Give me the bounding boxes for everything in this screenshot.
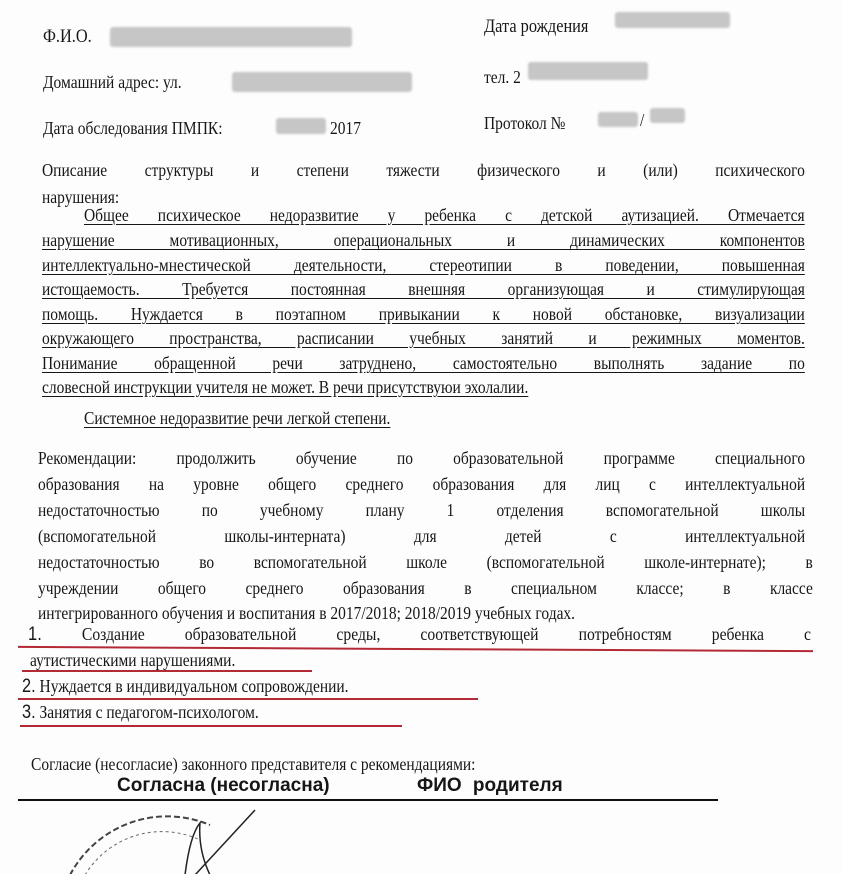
recommendation-line: недостаточностью во вспомогательной школе (вспомогательной школе-интернате); в xyxy=(38,552,813,572)
item-number: 2. xyxy=(22,676,36,697)
recommendation-line: интегрированного обучения и воспитания в 2017/2018; 2018/2019 учебных годах. xyxy=(38,603,576,623)
protocol-separator: / xyxy=(640,110,645,130)
description-line: истощаемость. Требуется постоянная внешняя организующая и стимулирующая xyxy=(42,279,805,299)
fio-redacted xyxy=(110,27,352,47)
address-redacted xyxy=(232,72,412,92)
protocol-redacted-1 xyxy=(598,112,638,127)
phone-redacted xyxy=(528,62,648,80)
consent-label: Согласие (несогласие) законного представителя с рекомендациями: xyxy=(31,754,476,774)
description-line: окружающего пространства, расписании учебных занятий и режимных моментов. xyxy=(42,328,805,348)
description-title-cont: нарушения: xyxy=(42,187,120,207)
recommendation-item-2 xyxy=(22,676,349,698)
recommendation-line: Рекомендации: продолжить обучение по образовательной программе специального xyxy=(38,448,806,468)
item-text: Занятия с педагогом-психологом. xyxy=(39,702,259,722)
parent-name-label: ФИО родителя xyxy=(417,775,563,796)
recommendation-item-3 xyxy=(22,702,259,724)
item-number: 3. xyxy=(22,702,36,723)
description-line: словесной инструкции учителя не может. В речи присутствуюи эхолалии. xyxy=(42,377,529,397)
phone-label: тел. 2 xyxy=(484,67,521,87)
item-text: Создание образовательной среды, соответствующей потребностям ребенка с xyxy=(81,624,811,644)
signature-line xyxy=(18,799,718,801)
item-text: Нуждается в индивидуальном сопровождении. xyxy=(39,676,349,696)
description-line: Понимание обращенной речи затруднено, самостоятельно выполнять задание по xyxy=(42,353,805,373)
protocol-label: Протокол № xyxy=(484,113,566,133)
item-number: 1. xyxy=(28,624,42,645)
exam-date-redacted xyxy=(276,118,326,134)
recommendation-line: образования на уровне общего среднего образования для лиц с интеллектуальной xyxy=(38,474,806,494)
stamp-and-signature-icon xyxy=(60,805,260,874)
speech-diagnosis: Системное недоразвитие речи легкой степени. xyxy=(84,408,391,428)
exam-date-label: Дата обследования ПМПК: xyxy=(43,118,223,138)
recommendation-item-1-cont: аутистическими нарушениями. xyxy=(30,650,236,670)
description-title: Описание структуры и степени тяжести физического и (или) психического xyxy=(42,160,805,180)
protocol-redacted-2 xyxy=(650,108,685,123)
red-underline xyxy=(18,698,478,700)
birth-date-redacted xyxy=(615,12,730,28)
red-underline xyxy=(20,725,402,727)
recommendation-line: недостаточностью по учебному плану 1 отделения вспомогательной школы xyxy=(38,500,806,520)
birth-date-label: Дата рождения xyxy=(484,16,589,37)
description-line: помощь. Нуждается в поэтапном привыкании к новой обстановке, визуализации xyxy=(42,304,805,324)
recommendation-item-1 xyxy=(28,624,811,646)
recommendation-line: (вспомогательной школы-интерната) для детей с интеллектуальной xyxy=(38,526,806,546)
address-label: Домашний адрес: ул. xyxy=(43,72,182,92)
red-underline xyxy=(22,670,312,672)
recommendation-line: учреждении общего среднего образования в специальном классе; в классе xyxy=(38,578,813,598)
fio-label: Ф.И.О. xyxy=(43,26,92,47)
description-line: интеллектуально-мнестической деятельности, стереотипии в поведении, повышенная xyxy=(42,255,805,275)
exam-year: 2017 xyxy=(330,118,361,138)
consent-answer: Согласна (несогласна) xyxy=(117,775,330,796)
description-line: нарушение мотивационных, операциональных и динамических компонентов xyxy=(42,230,805,250)
description-line: Общее психическое недоразвитие у ребенка с детской аутизацией. Отмечается xyxy=(84,205,805,225)
